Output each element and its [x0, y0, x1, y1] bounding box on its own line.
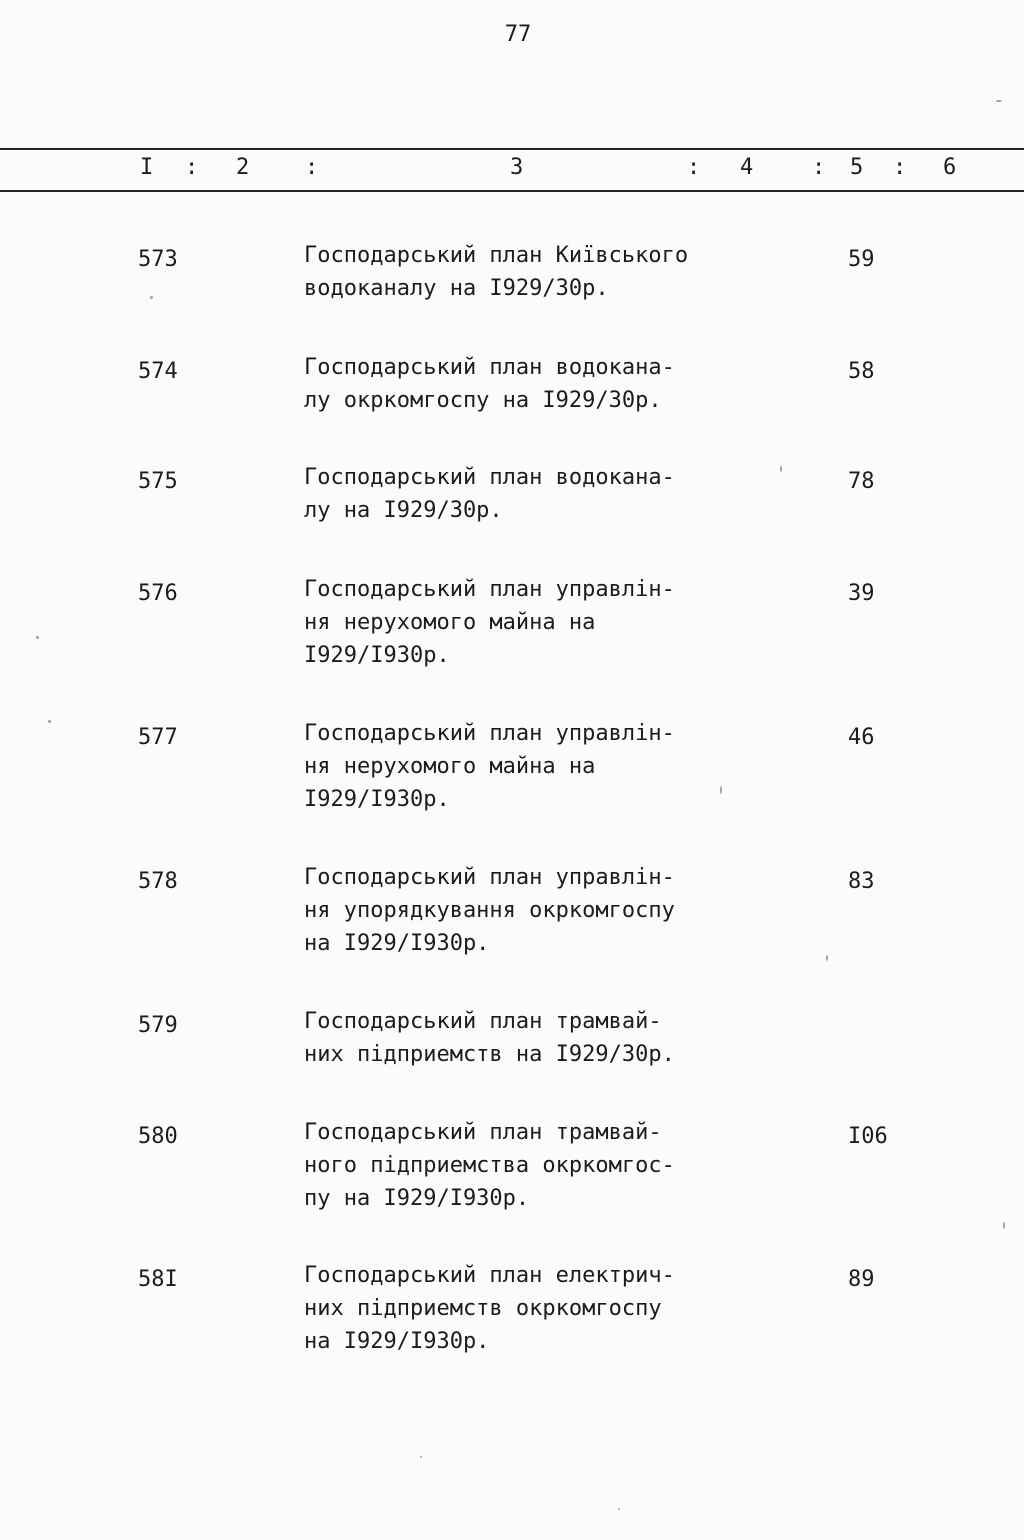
column-header-4: 4 [740, 155, 754, 180]
column-separator: : [185, 155, 199, 180]
file-title-line: них підприемств на I929/30р. [304, 1042, 675, 1067]
page-count: 59 [848, 247, 875, 272]
file-title-line: ного підприемства окркомгос- [304, 1153, 675, 1178]
column-separator: : [893, 155, 907, 180]
file-title-line: I929/I930р. [304, 787, 450, 812]
file-title-line: Господарський план Київського [304, 243, 689, 268]
file-title [304, 573, 744, 672]
print-speck [720, 786, 722, 794]
print-speck [826, 955, 828, 961]
file-title-line: на I929/I930р. [304, 931, 490, 956]
file-title-line: Господарський план управлін- [304, 865, 675, 890]
page-count: 58 [848, 359, 875, 384]
file-number: 58I [138, 1267, 178, 1292]
file-title-line: ня нерухомого майна на [304, 610, 596, 635]
file-title [304, 1005, 744, 1071]
print-speck [780, 466, 782, 472]
print-speck [420, 1456, 422, 1458]
file-number: 577 [138, 725, 178, 750]
print-speck [48, 720, 51, 723]
file-title [304, 717, 744, 816]
header-rule-top [0, 148, 1024, 150]
page-count: 78 [848, 469, 875, 494]
file-title-line: них підприемств окркомгоспу [304, 1296, 662, 1321]
column-header-5: 5 [850, 155, 864, 180]
page-number: 77 [504, 22, 532, 47]
file-title-line: ня упорядкування окркомгоспу [304, 898, 675, 923]
column-header-2: 2 [236, 155, 250, 180]
file-title-line: I929/I930р. [304, 643, 450, 668]
file-number: 579 [138, 1013, 178, 1038]
print-speck [996, 100, 1002, 102]
print-speck [618, 1508, 620, 1510]
file-title [304, 351, 744, 417]
file-number: 573 [138, 247, 178, 272]
print-speck [150, 296, 153, 299]
file-number: 575 [138, 469, 178, 494]
header-rule-bottom [0, 190, 1024, 192]
column-header-1: I [140, 155, 154, 180]
file-title-line: водоканалу на I929/30р. [304, 276, 609, 301]
file-title [304, 239, 744, 305]
column-header-3: 3 [510, 155, 524, 180]
file-number: 576 [138, 581, 178, 606]
file-number: 574 [138, 359, 178, 384]
file-title [304, 861, 744, 960]
column-header-6: 6 [943, 155, 957, 180]
file-title-line: ня нерухомого майна на [304, 754, 596, 779]
column-header-row [0, 155, 1024, 183]
file-title [304, 461, 744, 527]
file-title-line: на I929/I930р. [304, 1329, 490, 1354]
file-title-line: лу на I929/30р. [304, 498, 503, 523]
file-title-line: Господарський план управлін- [304, 577, 675, 602]
file-title-line: Господарський план трамвай- [304, 1120, 662, 1145]
file-title-line: Господарський план управлін- [304, 721, 675, 746]
page-count: 46 [848, 725, 875, 750]
file-title [304, 1259, 744, 1358]
file-title-line: Господарський план трамвай- [304, 1009, 662, 1034]
file-title-line: лу окркомгоспу на I929/30р. [304, 388, 662, 413]
page-count: 83 [848, 869, 875, 894]
print-speck [36, 636, 39, 639]
file-title [304, 1116, 744, 1215]
column-separator: : [305, 155, 319, 180]
file-title-line: Господарський план водокана- [304, 355, 675, 380]
column-separator: : [687, 155, 701, 180]
column-separator: : [812, 155, 826, 180]
page-count: 89 [848, 1267, 875, 1292]
page-count: I06 [848, 1124, 888, 1149]
file-title-line: Господарський план водокана- [304, 465, 675, 490]
file-number: 580 [138, 1124, 178, 1149]
file-number: 578 [138, 869, 178, 894]
file-title-line: пу на I929/I930р. [304, 1186, 530, 1211]
page-count: 39 [848, 581, 875, 606]
print-speck [1003, 1222, 1005, 1229]
file-title-line: Господарський план електрич- [304, 1263, 675, 1288]
